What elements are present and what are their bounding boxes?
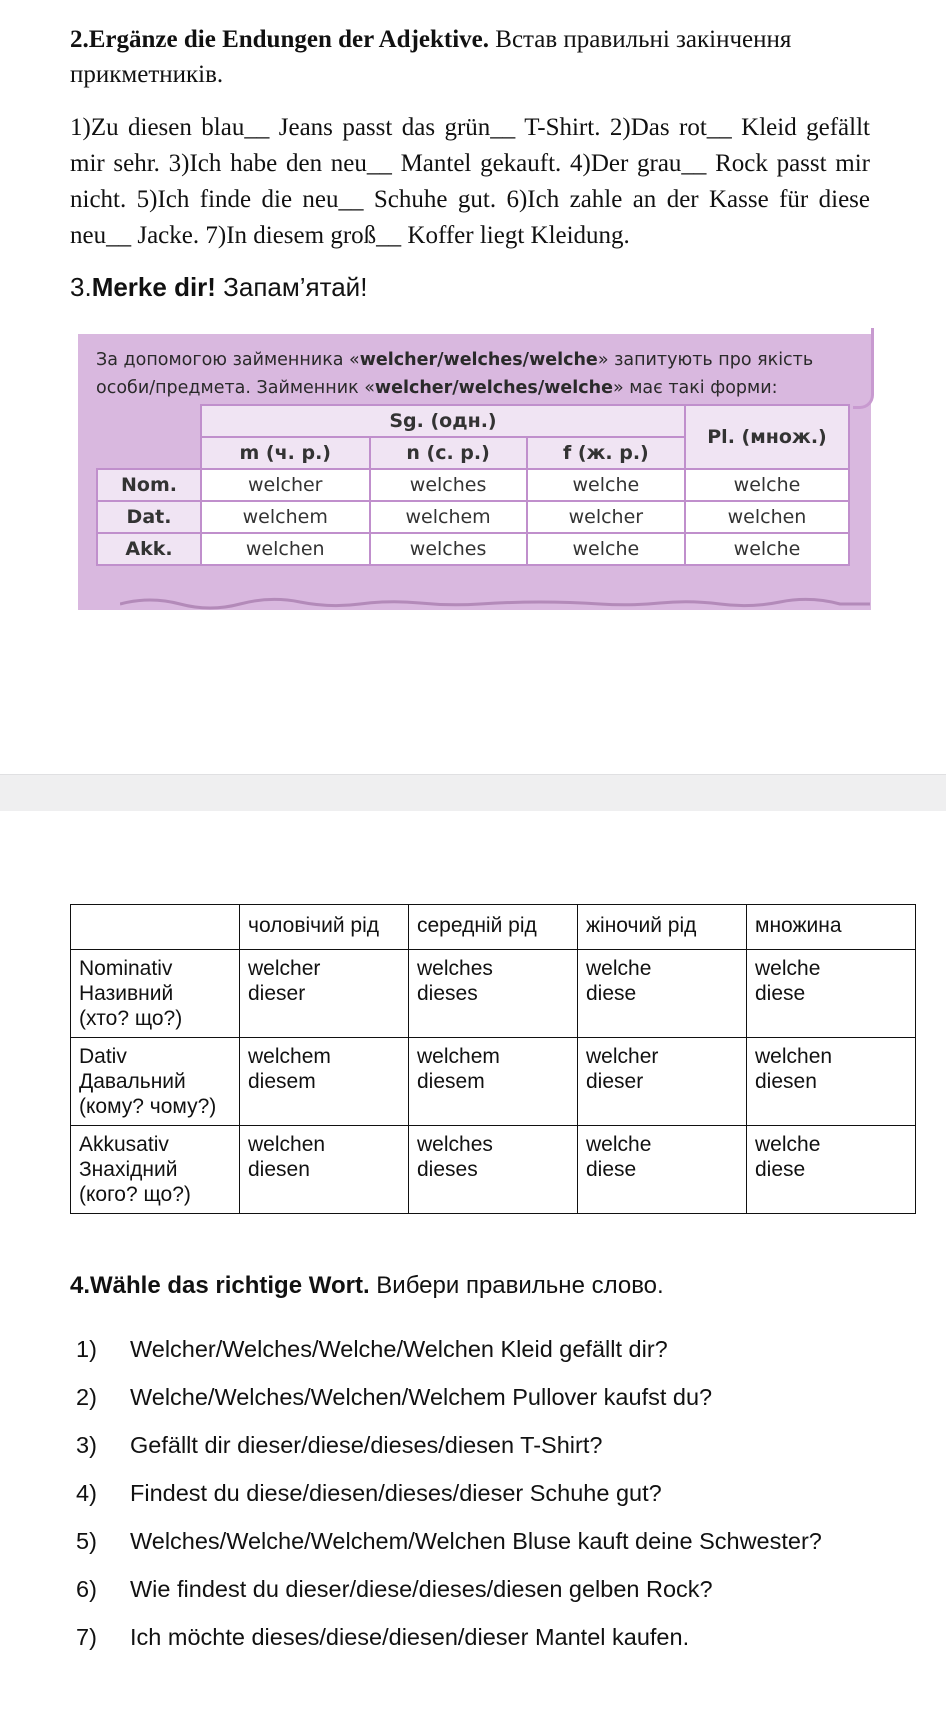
- table-cell: welche: [527, 469, 685, 501]
- list-item: [76, 1325, 896, 1373]
- list-item: [76, 1565, 896, 1613]
- exercise-2-text: 1)Zu diesen blau__ Jeans passt das grün__ T-Shirt. 2)Das rot__ Kleid gefällt mir sehr. 3)Ich habe den neu__ Mantel gekauft. 4)Der grau__ Rock passt mir nicht. 5)Ich finde die neu__ Schuhe gut. 6)Ich zahle an der Kasse für diese neu__ Jacke. 7)In diesem groß__ Koffer liegt Kleidung.: [70, 114, 870, 249]
- case-name: Nominativ: [79, 957, 173, 980]
- table-cell: [578, 1126, 747, 1214]
- table-cell: welchen: [201, 533, 370, 565]
- table-cell: [747, 1126, 916, 1214]
- plural-header: Pl. (множ.): [685, 405, 849, 469]
- case-label: [71, 1126, 240, 1214]
- case-name-ukrainian: Давальний: [79, 1070, 186, 1093]
- feminine-header: f (ж. р.): [527, 437, 685, 469]
- case-label: [71, 1038, 240, 1126]
- welcher-declension-table: [96, 404, 850, 566]
- table-cell: welche: [685, 469, 849, 501]
- neuter-header: n (с. р.): [370, 437, 527, 469]
- case-name: Dativ: [79, 1045, 127, 1068]
- item-text: Welcher/Welches/Welche/Welchen Kleid gefällt dir?: [130, 1336, 668, 1362]
- table-header-row: [71, 905, 916, 950]
- welcher-form: welche: [586, 957, 652, 980]
- case-name: Akkusativ: [79, 1133, 169, 1156]
- welcher-form: welchem: [417, 1045, 500, 1068]
- exercise-2-title-translation: Встав правильні закінчення прикметників.: [70, 26, 792, 88]
- exercise-4-title-translation: Вибери правильне слово.: [369, 1272, 664, 1299]
- table-cell: [578, 950, 747, 1038]
- merke-bold: Merke dir!: [91, 272, 216, 302]
- intro-part-3: » має такі форми:: [612, 378, 778, 398]
- dieser-form: dieses: [417, 982, 478, 1005]
- welcher-form: welche: [586, 1133, 652, 1156]
- intro-part-2: » запитують про якість особи/предмета. Займенник «: [96, 350, 814, 398]
- case-label: Dat.: [97, 501, 201, 533]
- case-question: (хто? що?): [79, 1007, 183, 1030]
- table-cell: welchem: [201, 501, 370, 533]
- case-name-ukrainian: Називний: [79, 982, 174, 1005]
- table-row: [97, 533, 849, 565]
- exercise-4-title: [70, 1272, 664, 1300]
- intro-bold-2: welcher/welches/welche: [374, 378, 613, 398]
- dieser-form: diese: [586, 1158, 637, 1181]
- table-cell: welches: [370, 533, 527, 565]
- table-row: [71, 1126, 916, 1214]
- list-item: [76, 1421, 896, 1469]
- welcher-form: welchen: [755, 1045, 833, 1068]
- page-divider: [0, 774, 946, 811]
- table-cell: [409, 1038, 578, 1126]
- table-cell: welchen: [685, 501, 849, 533]
- table-cell: [240, 950, 409, 1038]
- table-cell: [409, 1126, 578, 1214]
- table-cell: [240, 1038, 409, 1126]
- item-text: Findest du diese/diesen/dieses/dieser Schuhe gut?: [130, 1480, 662, 1506]
- item-number: 3): [76, 1432, 97, 1458]
- table-cell: [578, 1038, 747, 1126]
- grammar-box-intro: [96, 346, 856, 402]
- exercise-4-title-bold: 4.Wähle das richtige Wort.: [70, 1272, 370, 1299]
- column-header: чоловічий рід: [240, 905, 409, 950]
- exercise-4-list: [76, 1325, 896, 1661]
- dieser-form: diese: [586, 982, 637, 1005]
- table-cell: welche: [685, 533, 849, 565]
- item-number: 5): [76, 1528, 97, 1554]
- item-text: Ich möchte dieses/diese/diesen/dieser Mantel kaufen.: [130, 1624, 690, 1650]
- item-number: 1): [76, 1336, 97, 1362]
- wavy-edge-decoration: [120, 594, 870, 610]
- welcher-form: welchen: [248, 1133, 326, 1156]
- column-header: середній рід: [409, 905, 578, 950]
- dieser-form: dieser: [248, 982, 306, 1005]
- merke-number: 3.: [70, 272, 92, 302]
- dieser-form: diese: [755, 1158, 806, 1181]
- column-header: множина: [747, 905, 916, 950]
- dieser-form: dieser: [586, 1070, 644, 1093]
- exercise-2-title-bold: 2.Ergänze die Endungen der Adjektive.: [70, 26, 490, 53]
- dieser-form: diesen: [248, 1158, 310, 1181]
- case-label: Akk.: [97, 533, 201, 565]
- list-item: [76, 1517, 896, 1565]
- item-number: 6): [76, 1576, 97, 1602]
- table-row: [71, 950, 916, 1038]
- intro-bold-1: welcher/welches/welche: [359, 350, 598, 370]
- case-name-ukrainian: Знахідний: [79, 1158, 178, 1181]
- table-row: [97, 501, 849, 533]
- table-cell: [747, 950, 916, 1038]
- welcher-form: welche: [755, 1133, 821, 1156]
- merke-translation: Запам’ятай!: [215, 272, 368, 302]
- table-cell: [240, 1126, 409, 1214]
- table-cell: welcher: [527, 501, 685, 533]
- exercise-2-title: [70, 22, 870, 92]
- dieser-form: diese: [755, 982, 806, 1005]
- dieser-form: dieses: [417, 1158, 478, 1181]
- item-number: 4): [76, 1480, 97, 1506]
- table-row: [71, 1038, 916, 1126]
- table-corner: [97, 437, 201, 469]
- case-label: [71, 950, 240, 1038]
- case-question: (кому? чому?): [79, 1095, 217, 1118]
- case-label: Nom.: [97, 469, 201, 501]
- box-corner-decoration: [853, 328, 874, 409]
- item-text: Gefällt dir dieser/diese/dieses/diesen T-Shirt?: [130, 1432, 603, 1458]
- table-cell: [409, 950, 578, 1038]
- table-cell: welcher: [201, 469, 370, 501]
- table-cell: welche: [527, 533, 685, 565]
- table-cell: welches: [370, 469, 527, 501]
- list-item: [76, 1469, 896, 1517]
- welcher-form: welcher: [248, 957, 321, 980]
- list-item: [76, 1373, 896, 1421]
- table-corner: [97, 405, 201, 437]
- table-cell: welchem: [370, 501, 527, 533]
- table-row: [97, 469, 849, 501]
- singular-header: Sg. (одн.): [201, 405, 685, 437]
- dieser-form: diesen: [755, 1070, 817, 1093]
- merke-dir-heading: [70, 272, 367, 303]
- column-header: [71, 905, 240, 950]
- welcher-form: welcher: [586, 1045, 659, 1068]
- table-cell: [747, 1038, 916, 1126]
- item-text: Wie findest du dieser/diese/dieses/diesen gelben Rock?: [130, 1576, 713, 1602]
- case-question: (кого? що?): [79, 1183, 191, 1206]
- welcher-dieser-table: [70, 904, 916, 1214]
- item-number: 2): [76, 1384, 97, 1410]
- welcher-form: welche: [755, 957, 821, 980]
- list-item: [76, 1613, 896, 1661]
- welcher-form: welchem: [248, 1045, 331, 1068]
- item-text: Welches/Welche/Welchem/Welchen Bluse kauft deine Schwester?: [130, 1528, 822, 1554]
- item-text: Welche/Welches/Welchen/Welchem Pullover kaufst du?: [130, 1384, 713, 1410]
- item-number: 7): [76, 1624, 97, 1650]
- dieser-form: diesem: [248, 1070, 316, 1093]
- welcher-form: welches: [417, 1133, 493, 1156]
- column-header: жіночий рід: [578, 905, 747, 950]
- dieser-form: diesem: [417, 1070, 485, 1093]
- welcher-form: welches: [417, 957, 493, 980]
- intro-part-1: За допомогою займенника «: [96, 350, 360, 370]
- masculine-header: m (ч. р.): [201, 437, 370, 469]
